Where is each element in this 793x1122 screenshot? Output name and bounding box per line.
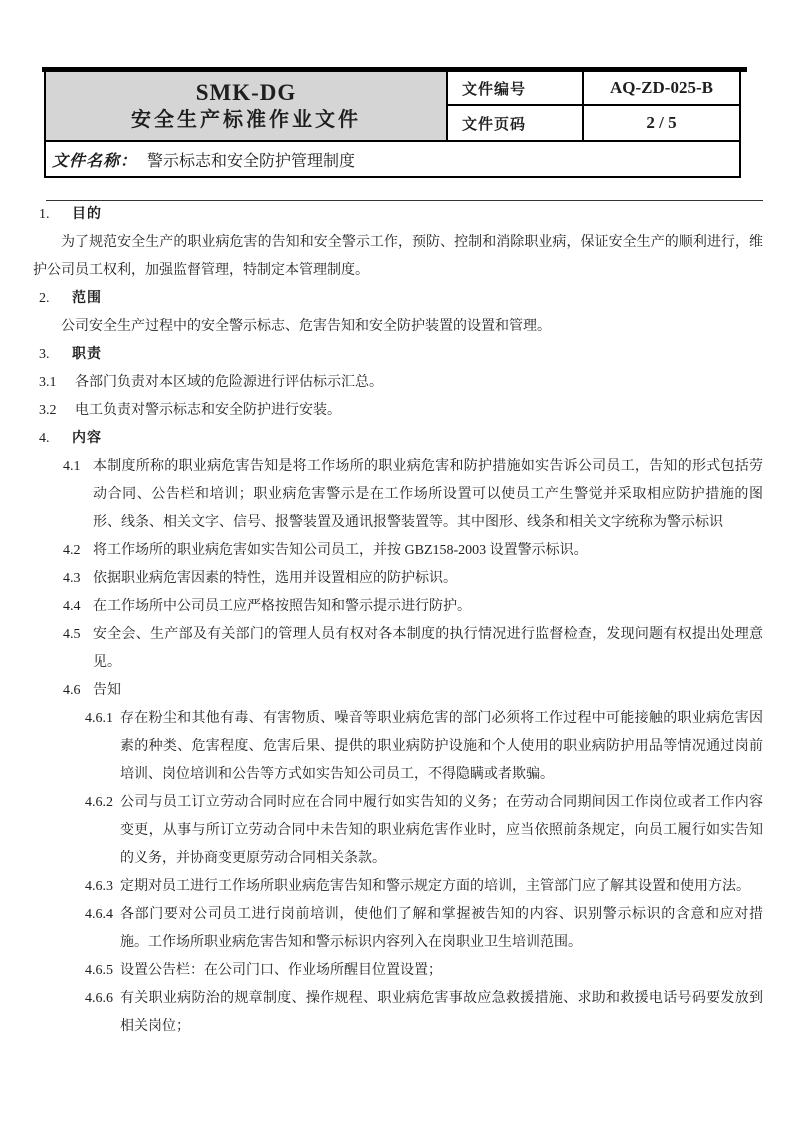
sublist-item [85,985,763,1041]
list-item [33,369,763,397]
item-number: 4.1 [63,459,81,474]
item-number: 4.5 [63,627,81,642]
document-header-table [44,72,741,178]
list-item [63,621,763,677]
section-number: 3. [39,347,50,362]
sections-container [33,201,763,1041]
sublist-item [85,789,763,873]
item-text: 本制度所称的职业病危害告知是将工作场所的职业病危害和防护措施如实告诉公司员工，告知的形式包括劳动合同、公告栏和培训；职业病危害警示是在工作场所设置可以使员工产生警觉并采取相应防护措施的图形、线条、相关文字、信号、报警装置及通讯报警装置等。其中图形、线条和相关文字统称为警示标识 [93,459,763,530]
list-item [63,537,763,565]
section-title: 目的 [72,207,102,222]
subitem-number: 4.6.4 [85,907,113,922]
list-item [63,565,763,593]
subitem-number: 4.6.6 [85,991,113,1006]
list-item [63,677,763,705]
item-text: 在工作场所中公司员工应严格按照告知和警示提示进行防护。 [93,599,471,614]
doc-name: 警示标志和安全防护管理制度 [147,152,356,170]
item-text: 各部门负责对本区域的危险源进行评估标示汇总。 [75,375,383,390]
item-text: 安全会、生产部及有关部门的管理人员有权对各本制度的执行情况进行监督检查，发现问题有权提出处理意见。 [93,627,763,670]
item-number: 4.2 [63,543,81,558]
item-text: 电工负责对警示标志和安全防护进行安装。 [75,403,341,418]
item-text: 依据职业病危害因素的特性，选用并设置相应的防护标识。 [93,571,457,586]
page-number-label: 文件页码 [448,106,584,140]
subitem-text: 存在粉尘和其他有毒、有害物质、噪音等职业病危害的部门必须将工作过程中可能接触的职业病危害因素的种类、危害程度、危害后果、提供的职业病防护设施和个人使用的职业病防护用品等情况通过岗前培训、岗位培训和公告等方式如实告知公司员工，不得隐瞒或者欺骗。 [120,711,763,782]
item-text: 告知 [93,683,121,698]
subitem-text: 有关职业病防治的规章制度、操作规程、职业病危害事故应急救援措施、求助和救援电话号码要发放到相关岗位； [120,991,763,1034]
section-title: 职责 [72,347,102,362]
section-title: 内容 [72,431,102,446]
doc-name-row [46,140,739,176]
section-heading [33,285,763,313]
item-number: 4.3 [63,571,81,586]
org-cell [46,72,448,140]
item-number: 3.1 [39,375,57,390]
paragraph: 公司安全生产过程中的安全警示标志、危害告知和安全防护装置的设置和管理。 [61,319,551,334]
section-heading [33,201,763,229]
subitem-text: 各部门要对公司员工进行岗前培训，使他们了解和掌握被告知的内容、识别警示标识的含意和应对措施。工作场所职业病危害告知和警示标识内容列入在岗职业卫生培训范围。 [120,907,763,950]
org-code: SMK-DG [195,80,297,106]
item-number: 3.2 [39,403,57,418]
section-heading [33,341,763,369]
page-number-value: 2 / 5 [646,113,677,132]
subitem-text: 定期对员工进行工作场所职业病危害告知和警示规定方面的培训，主管部门应了解其设置和使用方法。 [120,879,750,894]
sublist-item [85,901,763,957]
doc-number-label: 文件编号 [448,72,584,106]
section-heading [33,425,763,453]
item-number: 4.4 [63,599,81,614]
subitem-number: 4.6.5 [85,963,113,978]
section-number: 4. [39,431,50,446]
document-body [33,200,763,1041]
subitem-number: 4.6.1 [85,711,113,726]
section-title: 范围 [72,291,102,306]
section-number: 2. [39,291,50,306]
doc-name-label: 文件名称： [52,152,138,170]
org-title: 安全生产标准作业文件 [131,108,361,131]
list-item [63,453,763,537]
list-item [63,593,763,621]
item-number: 4.6 [63,683,81,698]
sublist-item [85,957,763,985]
list-item [33,397,763,425]
subitem-text: 设置公告栏：在公司门口、作业场所醒目位置设置； [120,963,442,978]
sublist-item [85,873,763,901]
doc-number-value: AQ-ZD-025-B [584,72,739,106]
paragraph: 为了规范安全生产的职业病危害的告知和安全警示工作，预防、控制和消除职业病，保证安全生产的顺利进行，维护公司员工权利，加强监督管理，特制定本管理制度。 [33,235,763,278]
subitem-number: 4.6.2 [85,795,113,810]
sublist-item [85,705,763,789]
subitem-text: 公司与员工订立劳动合同时应在合同中履行如实告知的义务；在劳动合同期间因工作岗位或者工作内容变更，从事与所订立劳动合同中未告知的职业病危害作业时，应当依照前条规定，向员工履行如实告知的义务，并协商变更原劳动合同相关条款。 [120,795,763,866]
subitem-number: 4.6.3 [85,879,113,894]
section-number: 1. [39,207,50,222]
item-text: 将工作场所的职业病危害如实告知公司员工，并按 GBZ158-2003 设置警示标识。 [93,543,588,558]
